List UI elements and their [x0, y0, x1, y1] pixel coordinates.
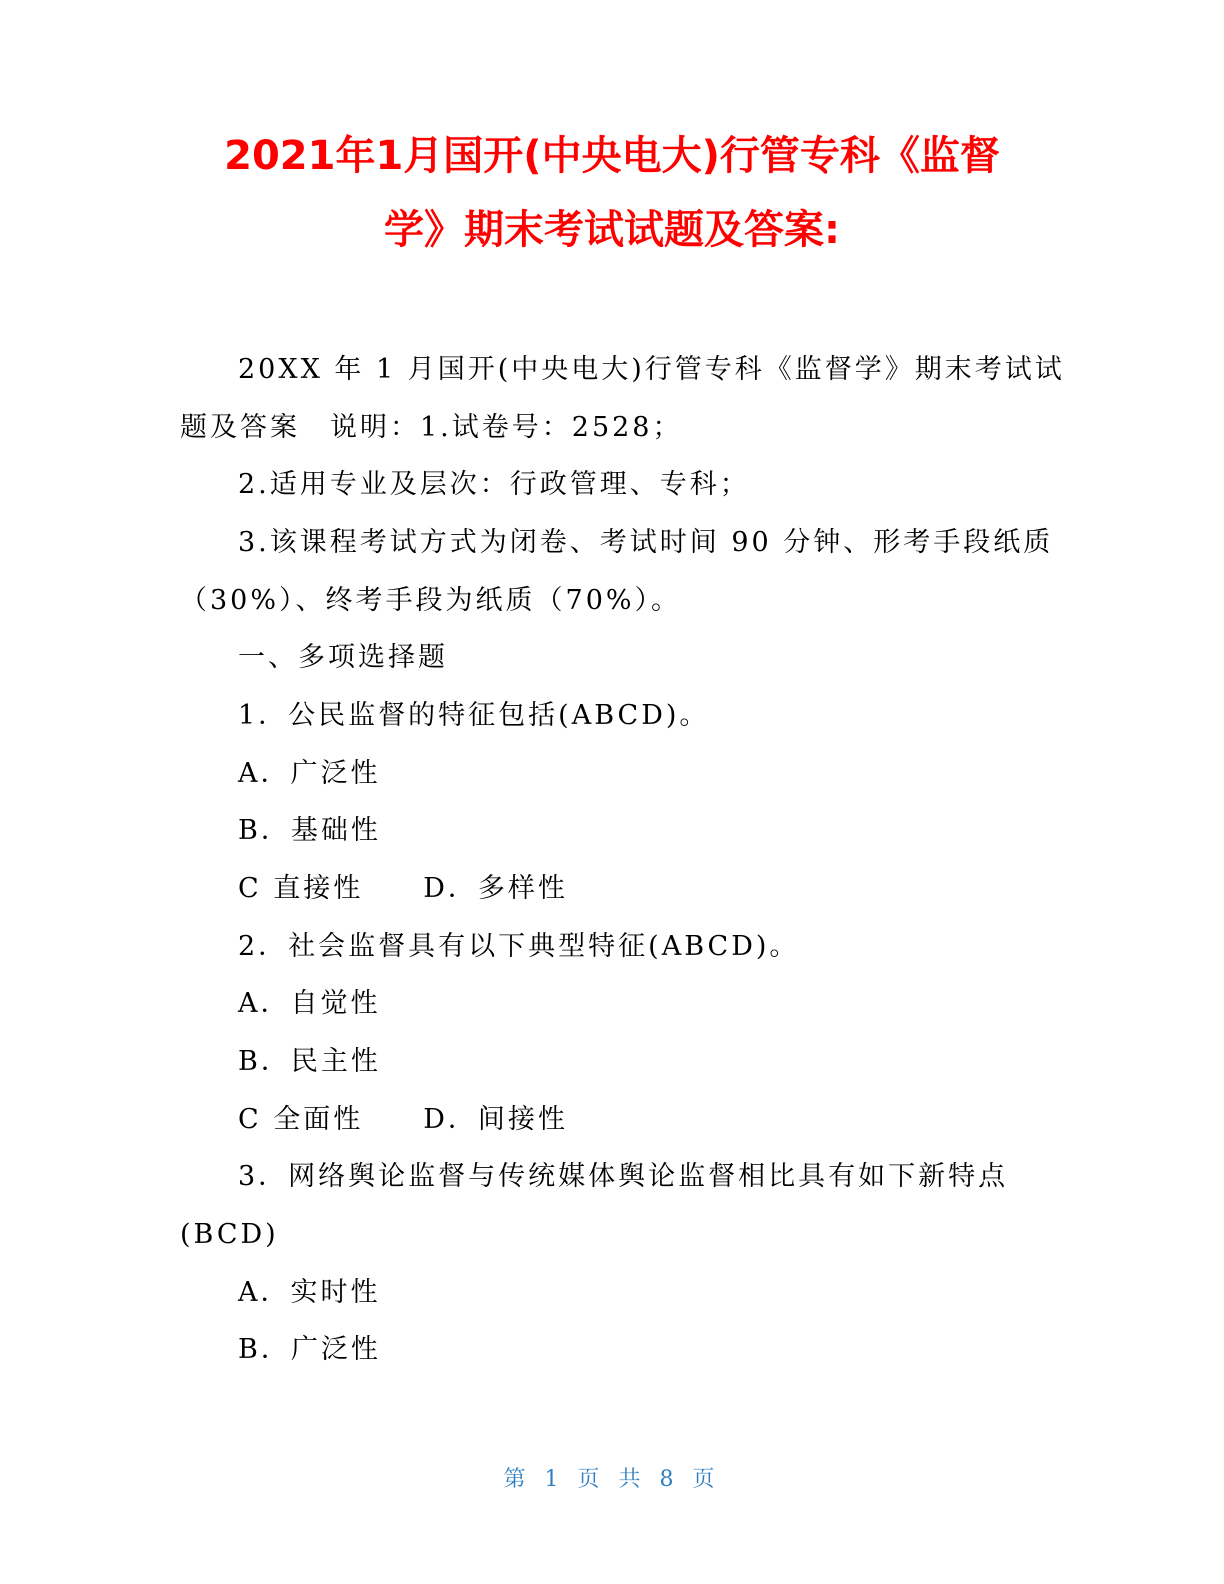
question-1-option-a: A．广泛性	[238, 758, 381, 789]
page-number-footer: 第 1 页 共 8 页	[503, 1467, 721, 1492]
question-3-answer: (BCD)	[180, 1219, 279, 1250]
question-1-option-b: B．基础性	[238, 815, 381, 846]
question-1: 1．公民监督的特征包括(ABCD)。	[238, 700, 710, 731]
question-2-option-a: A．自觉性	[238, 988, 381, 1019]
section-heading: 一、多项选择题	[238, 642, 448, 673]
body-line: 3.该课程考试方式为闭卷、考试时间 90 分钟、形考手段纸质	[238, 527, 1054, 558]
question-2-options-c-d: C 全面性 D．间接性	[238, 1104, 568, 1135]
body-line: 2.适用专业及层次：行政管理、专科；	[238, 469, 750, 500]
body-line: 20XX 年 1 月国开(中央电大)行管专科《监督学》期末考试试	[238, 354, 1065, 385]
question-3-option-b: B．广泛性	[238, 1334, 381, 1365]
document-title-line-2: 学》期末考试试题及答案:	[384, 207, 840, 253]
document-title-line-1: 2021年1月国开(中央电大)行管专科《监督	[224, 133, 1000, 179]
question-3-option-a: A．实时性	[238, 1277, 381, 1308]
question-2-option-b: B．民主性	[238, 1046, 381, 1077]
question-3: 3．网络舆论监督与传统媒体舆论监督相比具有如下新特点	[238, 1161, 1009, 1192]
body-line: （30%）、终考手段为纸质（70%）。	[180, 585, 682, 616]
body-line: 题及答案 说明：1.试卷号：2528；	[180, 412, 683, 443]
question-2: 2．社会监督具有以下典型特征(ABCD)。	[238, 931, 800, 962]
question-1-options-c-d: C 直接性 D．多样性	[238, 873, 568, 904]
